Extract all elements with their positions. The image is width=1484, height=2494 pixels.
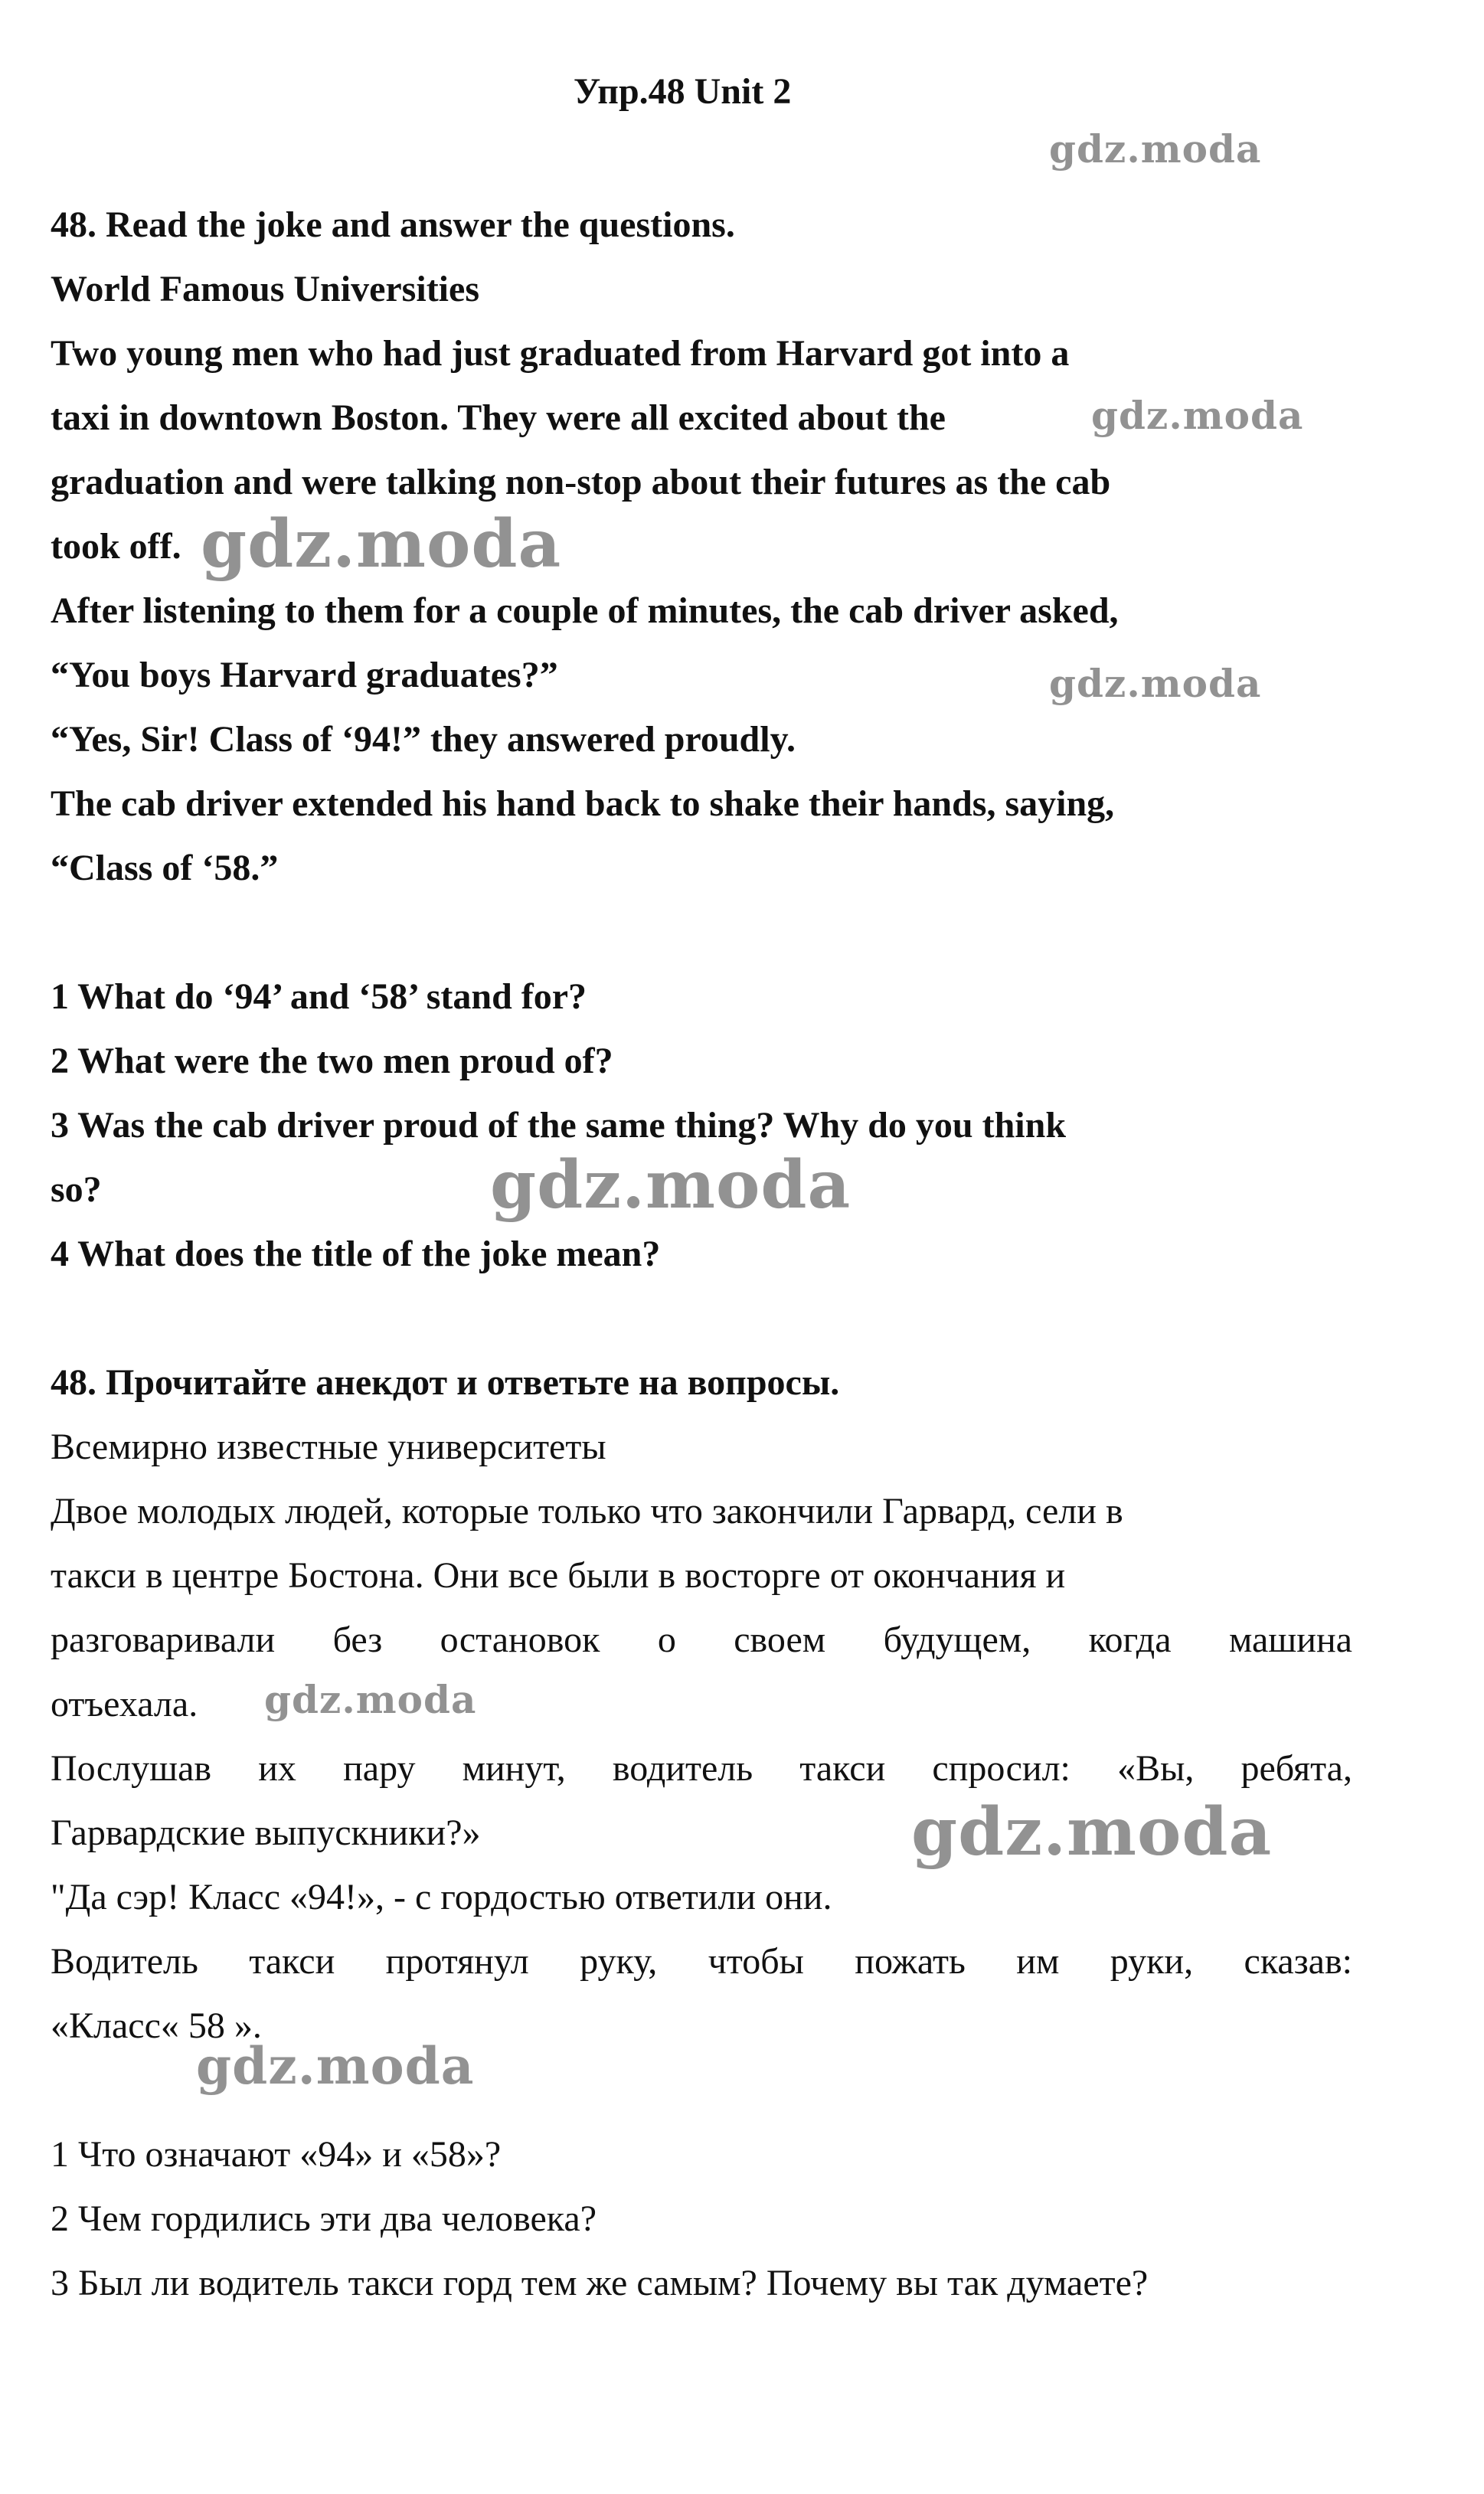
question-russian: 3 Был ли водитель такси горд тем же самым? Почему вы так думаете? xyxy=(51,2263,1149,2303)
paragraph-line xyxy=(51,1943,1352,1980)
word: будущем, xyxy=(883,1620,1031,1660)
word: руки, xyxy=(1110,1941,1194,1982)
question-english: 3 Was the cab driver proud of the same thing? Why do you think xyxy=(51,1105,1067,1146)
paragraph-line: «Класс« 58 ». xyxy=(51,2005,262,2046)
word: протянул xyxy=(385,1941,529,1982)
word: остановок xyxy=(440,1620,600,1660)
word: спросил: xyxy=(932,1748,1071,1789)
watermark: gdz.moda xyxy=(1091,393,1304,438)
paragraph-line: taxi in downtown Boston. They were all excited about the xyxy=(51,397,946,438)
word: чтобы xyxy=(708,1941,804,1982)
page-title: Упр.48 Unit 2 xyxy=(574,71,792,112)
watermark: gdz.moda xyxy=(201,505,562,583)
question-english: 4 What does the title of the joke mean? xyxy=(51,1234,661,1274)
paragraph-line: такси в центре Бостона. Они все были в восторге от окончания и xyxy=(51,1555,1066,1596)
word: машина xyxy=(1228,1620,1352,1660)
paragraph-line xyxy=(51,1750,1352,1787)
word: руку, xyxy=(580,1941,658,1982)
word: такси xyxy=(249,1941,335,1982)
question-english: 2 What were the two men proud of? xyxy=(51,1041,613,1081)
paragraph-line: отъехала. xyxy=(51,1684,198,1724)
word: минут, xyxy=(462,1748,566,1789)
question-russian: 1 Что означают «94» и «58»? xyxy=(51,2134,502,2175)
question-english: so? xyxy=(51,1169,102,1210)
task-russian: 48. Прочитайте анекдот и ответьте на вопросы. xyxy=(51,1362,840,1403)
watermark: gdz.moda xyxy=(1049,126,1262,172)
word: такси xyxy=(799,1748,886,1789)
heading-english: World Famous Universities xyxy=(51,269,479,309)
paragraph-line: "Да сэр! Класс «94!», - с гордостью ответили они. xyxy=(51,1877,832,1917)
watermark: gdz.moda xyxy=(196,2036,475,2096)
paragraph-line: Two young men who had just graduated from Harvard got into a xyxy=(51,333,1070,374)
watermark: gdz.moda xyxy=(490,1146,852,1224)
word: когда xyxy=(1088,1620,1172,1660)
watermark: gdz.moda xyxy=(264,1677,477,1722)
paragraph-line xyxy=(51,1622,1352,1659)
paragraph-line: “Class of ‘58.” xyxy=(51,848,279,888)
word: Послушав xyxy=(51,1748,212,1789)
paragraph-line: took off. xyxy=(51,526,181,567)
heading-russian: Всемирно известные университеты xyxy=(51,1427,606,1467)
paragraph-line: graduation and were talking non-stop about their futures as the cab xyxy=(51,462,1111,502)
paragraph-line: “You boys Harvard graduates?” xyxy=(51,655,558,695)
question-english: 1 What do ‘94’ and ‘58’ stand for? xyxy=(51,976,587,1017)
paragraph-line: Двое молодых людей, которые только что закончили Гарвард, сели в xyxy=(51,1491,1123,1531)
word: разговаривали xyxy=(51,1620,276,1660)
task-english: 48. Read the joke and answer the questions. xyxy=(51,204,735,245)
word: ребята, xyxy=(1240,1748,1352,1789)
watermark: gdz.moda xyxy=(1049,661,1262,706)
word: сказав: xyxy=(1244,1941,1352,1982)
word: их xyxy=(258,1748,296,1789)
word: своем xyxy=(734,1620,826,1660)
paragraph-line: After listening to them for a couple of minutes, the cab driver asked, xyxy=(51,590,1119,631)
word: пожать xyxy=(855,1941,966,1982)
word: водитель xyxy=(612,1748,753,1789)
word: «Вы, xyxy=(1117,1748,1195,1789)
word: без xyxy=(332,1620,383,1660)
word: пару xyxy=(343,1748,416,1789)
word: им xyxy=(1016,1941,1060,1982)
paragraph-line: “Yes, Sir! Class of ‘94!” they answered proudly. xyxy=(51,719,796,760)
paragraph-line: Гарвардские выпускники?» xyxy=(51,1812,481,1853)
watermark: gdz.moda xyxy=(911,1793,1273,1871)
question-russian: 2 Чем гордились эти два человека? xyxy=(51,2198,597,2239)
word: о xyxy=(657,1620,676,1660)
word: Водитель xyxy=(51,1941,198,1982)
paragraph-line: The cab driver extended his hand back to shake their hands, saying, xyxy=(51,783,1115,824)
